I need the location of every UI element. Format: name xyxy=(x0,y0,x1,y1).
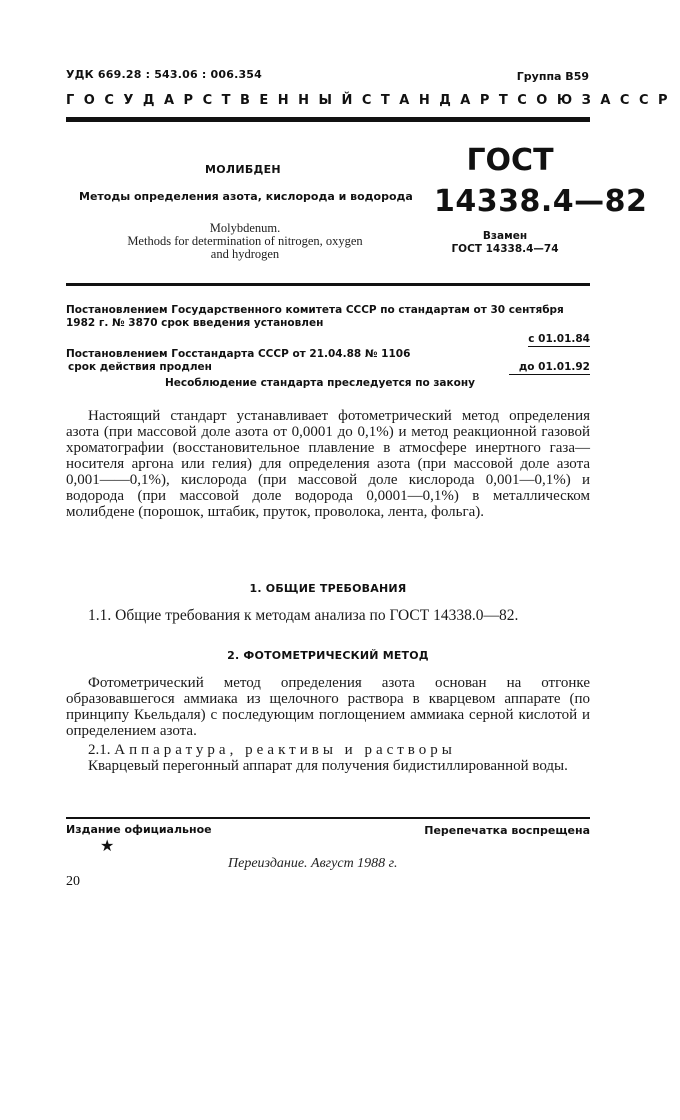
banner-word: ССР xyxy=(619,93,678,108)
document-subtitle: Методы определения азота, кислорода и водорода xyxy=(79,190,413,203)
photometric-intro-paragraph: Фотометрический метод определения азота основан на отгонке образовавшегося аммиака из щелочного раствора в кварцевом аппарате (по принципу Кьельдаля) с последующим поглощением аммиака серной кислотой и определением азота. xyxy=(66,675,590,739)
decree-extension-line: срок действия продлен xyxy=(68,361,212,373)
effective-date: с 01.01.84 xyxy=(528,333,590,345)
english-title-line: and hydrogen xyxy=(210,247,280,261)
banner-word: СТАНДАРТ xyxy=(361,93,518,108)
decree-extension-line: Постановлением Госстандарта СССР от 21.04.88 № 1106 xyxy=(66,348,411,360)
law-notice: Несоблюдение стандарта преследуется по закону xyxy=(165,377,475,389)
english-title-line: Methods for determination of nitrogen, oxygen xyxy=(127,234,363,248)
english-title-line: Molybdenum. xyxy=(209,221,281,235)
clause-2-1 xyxy=(88,742,456,759)
footer-rule xyxy=(66,817,590,819)
clause-title: Аппаратура, реактивы и растворы xyxy=(114,742,456,758)
clause-1-1: 1.1. Общие требования к методам анализа по ГОСТ 14338.0—82. xyxy=(88,607,519,624)
banner-word: СОЮЗА xyxy=(517,93,620,108)
reissue-note: Переиздание. Август 1988 г. xyxy=(228,856,398,871)
udk-code: УДК 669.28 : 543.06 : 006.354 xyxy=(66,68,263,81)
section-heading-general: 1. ОБЩИЕ ТРЕБОВАНИЯ xyxy=(249,582,407,595)
star-icon: ★ xyxy=(100,838,115,855)
header-rule xyxy=(66,117,590,122)
document-title: МОЛИБДЕН xyxy=(205,163,281,176)
apparatus-paragraph: Кварцевый перегонный аппарат для получения бидистиллированной воды. xyxy=(88,758,568,774)
gost-number: 14338.4—82 xyxy=(434,184,648,219)
intro-paragraph: Настоящий стандарт устанавливает фотометрический метод определения азота (при массовой доле азота от 0,0001 до 0,1%) и метод реакционной газовой хроматографии (восстановительное плавление в атмосфере инертного газа—носителя аргона или гелия) для определения азота (при массовой доле азота 0,001——0,1%), кислорода (при массовой доле кислорода 0,001—0,1%) и водорода (при массовой доле водорода 0,0001—0,1%) в металлическом молибдене (порошок, штабик, пруток, проволока, лента, фольга). xyxy=(66,408,590,520)
decree-extension xyxy=(66,348,446,374)
banner-word: ГОСУДАРСТВЕННЫЙ xyxy=(66,93,362,108)
section-rule xyxy=(66,283,590,286)
reprint-prohibited-label: Перепечатка воспрещена xyxy=(424,824,590,837)
official-edition-label: Издание официальное xyxy=(66,823,212,836)
gost-label: ГОСТ xyxy=(466,143,554,178)
group-code: Группа В59 xyxy=(516,70,589,83)
state-standard-banner xyxy=(66,93,678,108)
page-number: 20 xyxy=(66,874,80,889)
english-title xyxy=(80,222,410,261)
section-heading-photometric: 2. ФОТОМЕТРИЧЕСКИЙ МЕТОД xyxy=(227,649,429,662)
expiry-date: до 01.01.92 xyxy=(509,361,590,375)
decree-introduction: Постановлением Государственного комитета СССР по стандартам от 30 сентября 1982 г. № 3870 срок введения установлен xyxy=(66,304,564,329)
replaces-label: Взамен xyxy=(482,230,528,242)
replaces-block xyxy=(425,230,585,256)
clause-number: 2.1. xyxy=(88,742,111,758)
replaces-value: ГОСТ 14338.4—74 xyxy=(451,243,559,255)
